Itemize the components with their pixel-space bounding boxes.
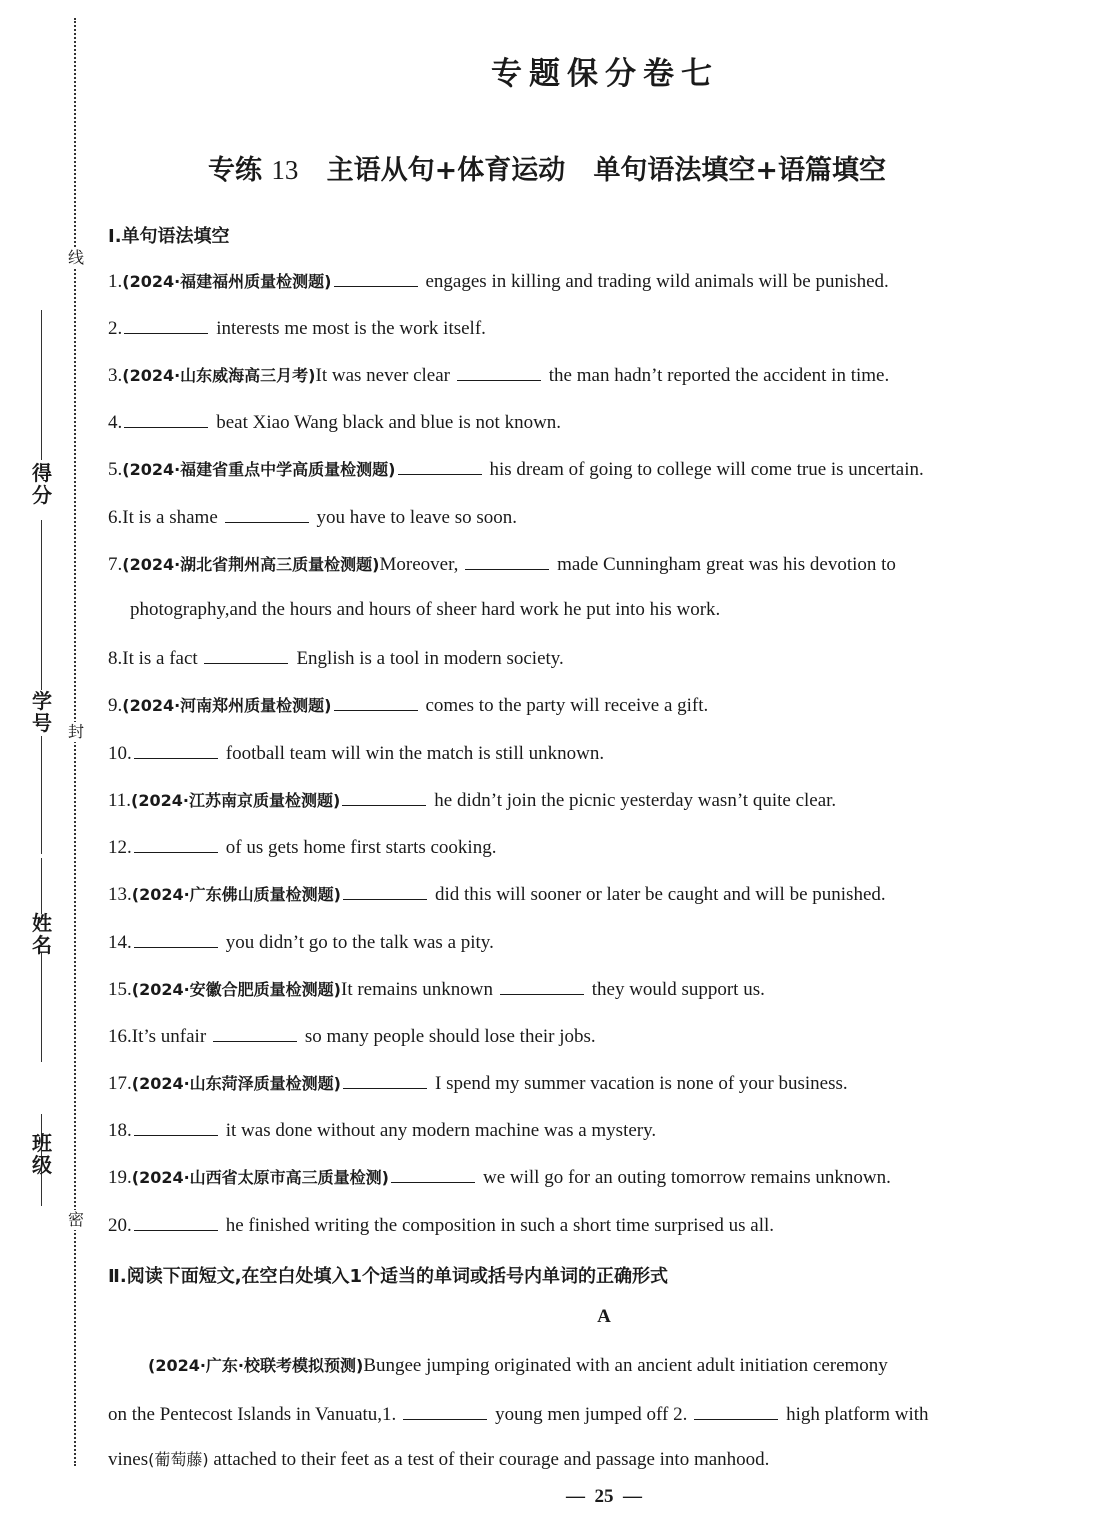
answer-blank[interactable] <box>398 456 482 475</box>
question-item <box>108 504 517 530</box>
question-text-before: It is a fact <box>122 648 198 669</box>
question-item <box>108 551 896 577</box>
question-text-after: his dream of going to college will come true is uncertain. <box>489 459 924 480</box>
question-text-before: Moreover, <box>379 554 459 575</box>
page-subtitle: 专练 13 主语从句+体育运动 单句语法填空+语篇填空 <box>208 155 887 186</box>
passage-label: A <box>597 1306 611 1327</box>
question-text-after: comes to the party will receive a gift. <box>425 695 709 716</box>
question-item <box>108 362 889 388</box>
section-2-heading: Ⅱ.阅读下面短文,在空白处填入1个适当的单词或括号内单词的正确形式 <box>108 1266 669 1287</box>
question-item <box>108 645 564 671</box>
score-label: 得分 <box>32 461 52 507</box>
question-text-after: of us gets home first starts cooking. <box>225 837 497 858</box>
name-rule <box>41 952 42 1062</box>
question-number: 11. <box>108 790 132 811</box>
question-number: 20. <box>108 1215 132 1236</box>
question-item <box>108 787 836 813</box>
question-number: 5. <box>108 459 123 480</box>
question-number: 4. <box>108 412 123 433</box>
question-number: 3. <box>108 365 123 386</box>
question-item <box>108 740 604 766</box>
answer-blank[interactable] <box>204 645 288 664</box>
question-source: (2024·湖北省荆州高三质量检测题) <box>122 555 380 574</box>
question-item <box>108 456 924 482</box>
question-text-after: I spend my summer vacation is none of your business. <box>435 1073 848 1094</box>
question-text-after: he didn’t join the picnic yesterday wasn’t quite clear. <box>434 790 837 811</box>
question-text-after: the man hadn’t reported the accident in time. <box>548 365 890 386</box>
answer-blank[interactable] <box>134 1212 218 1231</box>
passage-line-3: vines(葡萄藤) attached to their feet as a test of their courage and passage into manhood. <box>108 1449 770 1470</box>
question-text-after: interests me most is the work itself. <box>216 318 486 339</box>
question-number: 10. <box>108 743 132 764</box>
binding-word-line: 线 <box>67 248 84 267</box>
passage-blank-1[interactable] <box>403 1401 487 1420</box>
question-item <box>108 1212 774 1238</box>
page-number: — 25 — <box>566 1486 642 1507</box>
question-item <box>108 976 765 1002</box>
question-text-before: It is a shame <box>122 507 218 528</box>
question-item <box>108 315 486 341</box>
question-item <box>108 929 494 955</box>
question-item <box>108 692 708 718</box>
question-source: (2024·安徽合肥质量检测题) <box>131 980 341 999</box>
question-source: (2024·福建福州质量检测题) <box>122 272 332 291</box>
question-source: (2024·江苏南京质量检测题) <box>131 791 341 810</box>
question-text-after: he finished writing the composition in such a short time surprised us all. <box>225 1215 775 1236</box>
question-item <box>108 881 886 907</box>
question-text-after: did this will sooner or later be caught and will be punished. <box>435 884 886 905</box>
answer-blank[interactable] <box>465 551 549 570</box>
section-1-heading: Ⅰ.单句语法填空 <box>108 226 230 247</box>
question-text-after: engages in killing and trading wild animals will be punished. <box>425 271 889 292</box>
page-title: 专题保分卷七 <box>491 56 719 92</box>
passage-line-2: on the Pentecost Islands in Vanuatu,1. young men jumped off 2. high platform with <box>108 1401 929 1427</box>
question-number: 17. <box>108 1073 132 1094</box>
question-number: 14. <box>108 932 132 953</box>
question-text-after: English is a tool in modern society. <box>296 648 564 669</box>
question-item <box>108 1023 596 1049</box>
question-number: 16. <box>108 1026 132 1047</box>
student-id-label: 学号 <box>32 689 52 735</box>
answer-blank[interactable] <box>225 504 309 523</box>
question-item <box>108 1117 656 1143</box>
binding-word-seal: 封 <box>67 722 84 741</box>
question-item <box>108 1070 848 1096</box>
answer-blank[interactable] <box>391 1164 475 1183</box>
answer-blank[interactable] <box>134 834 218 853</box>
answer-blank[interactable] <box>500 976 584 995</box>
question-text-after: beat Xiao Wang black and blue is not known. <box>216 412 562 433</box>
question-source: (2024·山东菏泽质量检测题) <box>131 1074 341 1093</box>
question-text-before: It was never clear <box>315 365 451 386</box>
question-item <box>108 834 496 860</box>
answer-blank[interactable] <box>342 787 426 806</box>
question-text-after: football team will win the match is still unknown. <box>225 743 605 764</box>
question-item <box>108 409 561 435</box>
question-text-after: it was done without any modern machine was a mystery. <box>225 1120 657 1141</box>
student-id-rule <box>41 736 42 854</box>
question-item <box>108 1164 891 1190</box>
question-number: 13. <box>108 884 132 905</box>
question-text-after: made Cunningham great was his devotion to <box>557 554 896 575</box>
binding-margin-line <box>74 18 76 1466</box>
question-number: 8. <box>108 648 123 669</box>
passage-source: (2024·广东·校联考模拟预测) <box>148 1356 364 1375</box>
question-number: 9. <box>108 695 123 716</box>
question-text-after: they would support us. <box>591 979 765 1000</box>
question-number: 15. <box>108 979 132 1000</box>
question-text-before: It remains unknown <box>341 979 493 1000</box>
passage-blank-2[interactable] <box>694 1401 778 1420</box>
answer-blank[interactable] <box>343 881 427 900</box>
question-source: (2024·福建省重点中学高质量检测题) <box>122 460 396 479</box>
question-source: (2024·山西省太原市高三质量检测) <box>131 1168 389 1187</box>
score-rule <box>41 310 42 460</box>
question-number: 1. <box>108 271 123 292</box>
binding-word-close: 密 <box>67 1210 84 1229</box>
question-number: 18. <box>108 1120 132 1141</box>
question-text-before: It’s unfair <box>131 1026 207 1047</box>
question-text-after: you didn’t go to the talk was a pity. <box>225 932 494 953</box>
student-id-rule-top <box>41 520 42 690</box>
name-rule-top <box>41 858 42 914</box>
answer-blank[interactable] <box>457 362 541 381</box>
question-number: 6. <box>108 507 123 528</box>
question-number: 12. <box>108 837 132 858</box>
class-label: 班级 <box>32 1131 52 1177</box>
answer-blank[interactable] <box>134 929 218 948</box>
question-text-after: we will go for an outing tomorrow remains unknown. <box>483 1167 891 1188</box>
answer-blank[interactable] <box>134 1117 218 1136</box>
question-text-after: so many people should lose their jobs. <box>304 1026 596 1047</box>
question-source: (2024·河南郑州质量检测题) <box>122 696 332 715</box>
question-text-after: you have to leave so soon. <box>316 507 518 528</box>
answer-blank[interactable] <box>213 1023 297 1042</box>
question-number: 7. <box>108 554 123 575</box>
answer-blank[interactable] <box>334 268 418 287</box>
answer-blank[interactable] <box>134 740 218 759</box>
question-source: (2024·广东佛山质量检测题) <box>131 885 341 904</box>
passage-line-1: (2024·广东·校联考模拟预测)Bungee jumping originated with an ancient adult initiation ceremony <box>148 1355 888 1376</box>
answer-blank[interactable] <box>124 409 208 428</box>
question-number: 19. <box>108 1167 132 1188</box>
answer-blank[interactable] <box>124 315 208 334</box>
answer-blank[interactable] <box>343 1070 427 1089</box>
question-continuation: photography,and the hours and hours of sheer hard work he put into his work. <box>130 599 721 620</box>
name-label: 姓名 <box>32 911 52 957</box>
question-item <box>108 268 889 294</box>
question-source: (2024·山东威海高三月考) <box>122 366 316 385</box>
question-number: 2. <box>108 318 123 339</box>
answer-blank[interactable] <box>334 692 418 711</box>
